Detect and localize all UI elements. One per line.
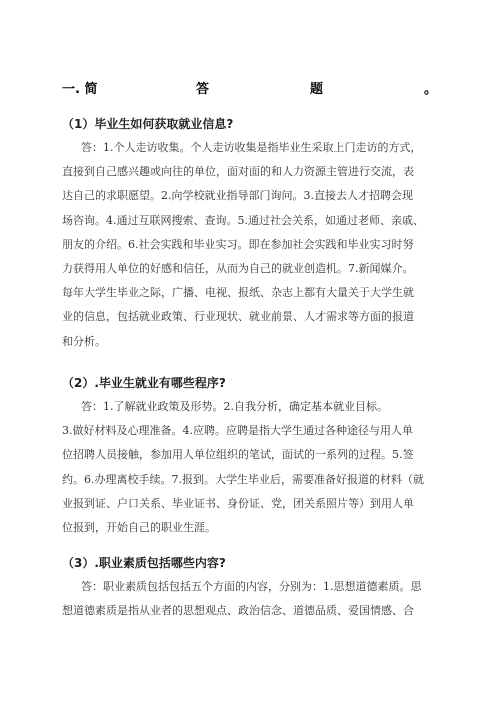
answer-line: 约。6.办理离校手续。7.报到。大学生毕业后，需要准备好报道的材料（就 [62,472,424,486]
question-1-answer [62,136,442,354]
question-2-answer [62,395,442,540]
answer-line: 达自己的求职愿望。2.向学校就业指导部门询问。3.直接去人才招聘会现 [62,189,413,203]
question-3-answer [62,575,442,623]
answer-line: 答：1.个人走访收集。个人走访收集是指毕业生采取上门走访的方式， [81,141,422,154]
answer-line: 场咨询。4.通过互联网搜索、查询。5.通过社会关系，如通过老师、亲戚、 [62,213,424,227]
answer-line: 答：职业素质包括包括五个方面的内容，分别为：1.思想道德素质。思 [81,580,422,593]
heading-part-3: 题 [310,82,324,97]
answer-line: 业报到证、户口关系、毕业证书、身份证、党，团关系照片等）到用人单 [62,496,414,510]
question-3-title: （3）.职业素质包括哪些内容? [62,556,226,570]
answer-line: 业的信息，包括就业政策、行业现状、就业前景、人才需求等方面的报道 [62,310,414,324]
question-2-title: （2）.毕业生就业有哪些程序? [62,376,226,390]
answer-line: 每年大学生毕业之际，广播、电视、报纸、杂志上都有大量关于大学生就 [62,286,414,300]
question-1-title: （1）毕业生如何获取就业信息? [62,117,234,131]
answer-line: 位报到，开始自己的职业生涯。 [62,520,216,534]
answer-line: 3.做好材料及心理准备。4.应聘。应聘是指大学生通过各种途径与用人单 [62,424,413,438]
heading-part-2: 答 [196,82,210,97]
answer-line: 和分析。 [62,334,106,348]
answer-line: 直接到自己感兴趣或向往的单位，面对面的和人力资源主管进行交流，表 [62,165,414,179]
answer-line: 朋友的介绍。6.社会实践和毕业实习。即在参加社会实践和毕业实习时努 [62,237,414,251]
section-heading [62,78,440,98]
answer-line: 位招聘人员接触，参加用人单位组织的笔试，面试的一系列的过程。5.签 [62,448,414,462]
answer-line: 答：1.了解就业政策及形势。2.自我分析，确定基本就业目标。 [81,400,388,413]
heading-part-4: 。 [424,82,438,97]
heading-part-1: 一. 简 [62,82,98,97]
answer-line: 力获得用人单位的好感和信任，从而为自己的就业创造机。7.新闻媒介。 [62,261,414,275]
answer-line: 想道德素质是指从业者的思想观点、政治信念、道德品质、爱国情感、合 [62,604,414,618]
